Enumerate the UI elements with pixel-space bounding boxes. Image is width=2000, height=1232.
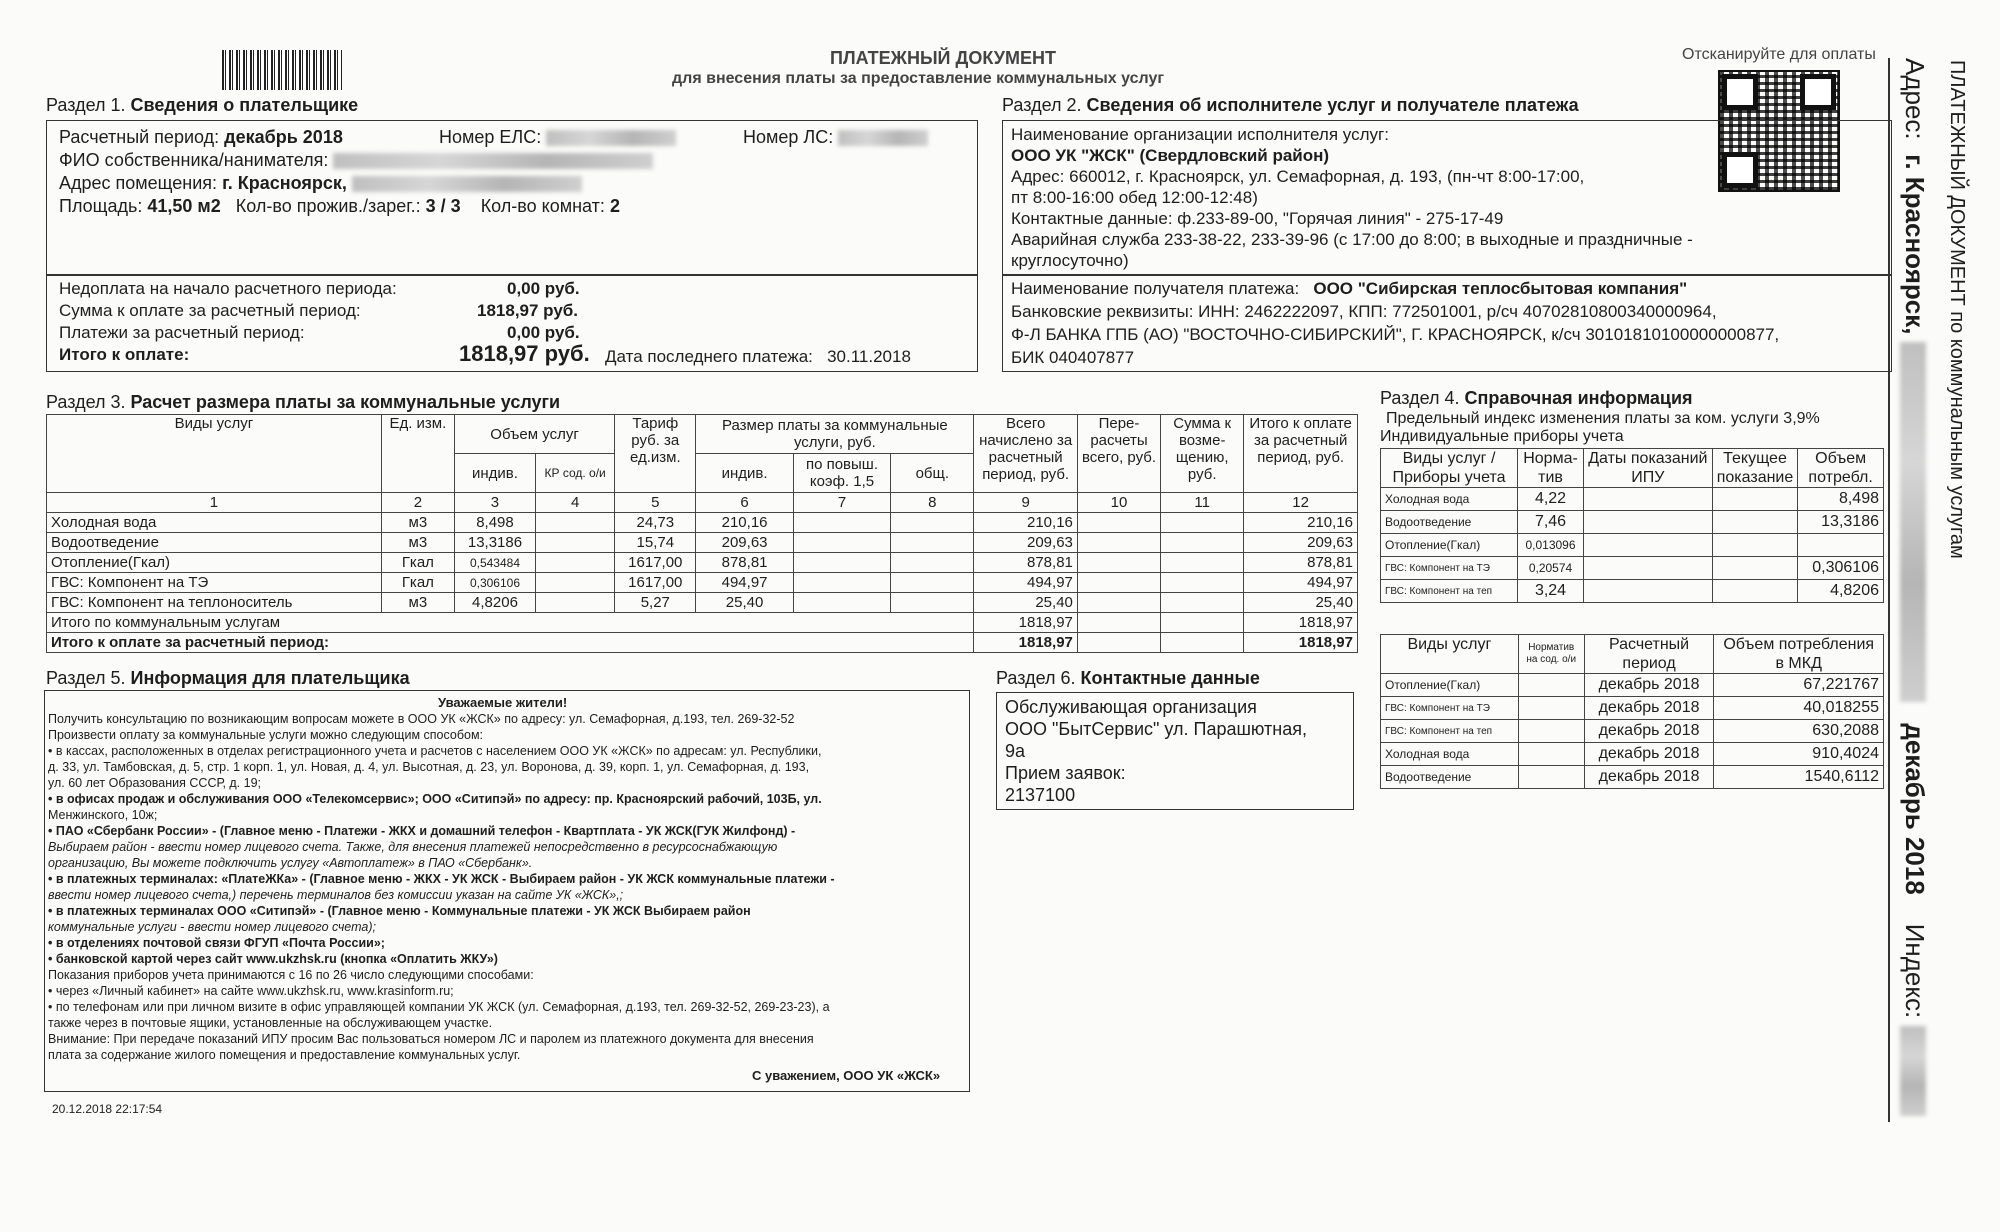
table-row: Водоотведение 7,46 13,3186	[1381, 511, 1884, 534]
recipient-row: Наименование получателя платежа: ООО "Сибирская теплосбытовая компания"	[1011, 279, 1688, 298]
total-label: Итого к оплате:	[59, 345, 190, 364]
th-pay-common: общ.	[891, 454, 974, 493]
table-row: ГВС: Компонент на ТЭ 0,20574 0,306106	[1381, 557, 1884, 580]
org-contacts: Контактные данные: ф.233-89-00, "Горячая линия" - 275-17-49	[1011, 209, 1504, 228]
contacts-box	[996, 692, 1354, 810]
emergency-1: Аварийная служба 233-38-22, 233-39-96 (с 17:00 до 8:00; в выходные и праздничные -	[1011, 230, 1693, 249]
table-row: Отопление(Гкал) 0,013096	[1381, 534, 1884, 557]
bank-line-3: БИК 040407877	[1011, 348, 1135, 367]
contacts-org-house: 9а	[1005, 741, 1026, 761]
payments-label: Платежи за расчетный период:	[59, 323, 305, 342]
info-text: Получить консультацию по возникающим вопросам можете в ООО УК «ЖСК» по адресу: ул. Семафорная, д.193, тел. 269-32-52 Произвести оплату за коммунальные услуги можно следующим способом: • в кассах, расположенных в отделах регистрационного учета и расчетов с населением ООО УК «ЖСК» по адресам: ул. Республики, д. 33, ул. Тамбовская, д. 5, стр. 1 корп. 1, ул. Новая, д. 4, ул. Высотная, д. 23, ул. Воронова, д. 39, корп. 1, ул. Семафорная, д. 193, ул. 60 лет Образования СССР, д. 19; • в офисах продаж и обслуживания ООО «Телекомсервис»; ООО «Ситипэй» по адресу: пр. Красноярский рабочий, 103Б, ул. Менжинского, 10ж; • ПАО «Сбербанк России» - (Главное меню - Платежи - ЖКХ и домашний телефон - Квартплата - УК ЖСК(ГУК Жилфонд) - Выбираем район - ввести номер лицевого счета. Также, для внесения платежей непосредственно в ресурсоснабжающую организацию, Вы можете подключить услугу «Автоплатеж» в ПАО «Сбербанк». • в платежных терминалах: «ПлатеЖКа» - (Главное меню - ЖКХ - УК ЖСК - Выбираем район - УК ЖСК коммунальные платежи - ввести номер лицевого счета,) перечень терминалов без комиссии указан на сайте УК «ЖСК»,; • в платежных терминалах ООО «Ситипэй» - (Главное меню - Коммунальные платежи - УК ЖСК Выбираем район коммунальные услуги - ввести номер лицевого счета); • в отделениях почтовой связи ФГУП «Почта России»; • банковской картой через сайт www.ukzhsk.ru (кнопка «Оплатить ЖКУ») Показания приборов учета принимаются с 16 по 26 число следующими способами: • через «Личный кабинет» на сайте www.ukzhsk.ru, www.krasinform.ru; • по телефонам или при личном визите в офис управляющей компании УК ЖСК (ул. Семафорная, д.193, тел. 269-32-52, 269-23-23), а также через в почтовые ящики, установленные на обслуживающем участке. Внимание: При передаче показаний ИПУ просим Вас пользоваться номером ЛС и паролем из платежного документа для внесения плата за содержание жилого помещения и предоставление коммунальных услуг.	[48, 712, 835, 1062]
org-address-1: Адрес: 660012, г. Красноярск, ул. Семафорная, д. 193, (пн-чт 8:00-17:00,	[1011, 167, 1585, 186]
th-pay-indiv: индив.	[696, 454, 793, 493]
contacts-org-label: Обслуживающая организация	[1005, 697, 1257, 717]
th-unit: Ед. изм.	[381, 415, 454, 493]
emergency-2: круглосуточно)	[1011, 251, 1129, 270]
payer-info-box	[46, 120, 978, 276]
bank-line-2: Ф-Л БАНКА ГПБ (АО) "ВОСТОЧНО-СИБИРСКИЙ", Г. КРАСНОЯРСК, к/сч 30101810100000000877,	[1011, 325, 1780, 344]
envelope-title: ПЛАТЕЖНЫЙ ДОКУМЕНТ по коммунальным услугам	[1946, 60, 1968, 559]
payment-summary-box	[46, 274, 978, 372]
scan-label: Отсканируйте для оплаты	[1682, 46, 1876, 63]
meters-line: Индивидуальные приборы учета	[1380, 428, 1624, 445]
print-timestamp: 20.12.2018 22:17:54	[52, 1102, 163, 1116]
barcode	[222, 50, 342, 90]
table-row: ГВС: Компонент на теп декабрь 2018 630,2088	[1381, 720, 1884, 743]
table-row: Холодная вода 4,22 8,498	[1381, 488, 1884, 511]
provider-box	[1002, 120, 1892, 276]
th-payment: Размер платы за коммунальные услуги, руб.	[696, 415, 974, 454]
section4-heading: Раздел 4. Справочная информация	[1380, 388, 1693, 408]
subtotal-row: Итого по коммунальным услугам 1818,97 1818,97	[47, 613, 1358, 633]
payments-value: 0,00 руб.	[507, 323, 580, 342]
table-row: Водоотведение м3 13,3186 15,74 209,63 209,63 209,63	[47, 533, 1358, 553]
th-volume: Объем услуг	[454, 415, 614, 454]
table-row: Водоотведение декабрь 2018 1540,6112	[1381, 766, 1884, 789]
contacts-phone: 2137100	[1005, 785, 1076, 805]
th-refund: Сумма к возме-щению, руб.	[1161, 415, 1244, 493]
document-title: ПЛАТЕЖНЫЙ ДОКУМЕНТ	[830, 48, 1056, 68]
th-tariff: Тариф руб. за ед.изм.	[615, 415, 696, 493]
greeting: Уважаемые жители!	[438, 695, 568, 710]
ls-row: Номер ЛС:	[743, 127, 928, 148]
section1-heading: Раздел 1. Сведения о плательщике	[46, 95, 359, 115]
th-vol-indiv: индив.	[454, 454, 535, 493]
th-service: Виды услуг	[47, 415, 382, 493]
debt-value: 0,00 руб.	[507, 279, 580, 298]
contacts-requests-label: Прием заявок:	[1005, 763, 1126, 783]
bank-line-1: Банковские реквизиты: ИНН: 2462222097, КПП: 772501001, р/сч 40702810800340000964,	[1011, 302, 1717, 321]
table-row: Холодная вода декабрь 2018 910,4024	[1381, 743, 1884, 766]
section2-heading: Раздел 2. Сведения об исполнителе услуг и получателе платежа	[1002, 95, 1579, 115]
table-row: Отопление(Гкал) декабрь 2018 67,221767	[1381, 674, 1884, 697]
calc-table	[46, 414, 1358, 653]
table-row: Отопление(Гкал) Гкал 0,543484 1617,00 878,81 878,81 878,81	[47, 553, 1358, 573]
th-vol-kr: КР сод. о/и	[536, 454, 615, 493]
grand-total-row: Итого к оплате за расчетный период: 1818,97 1818,97	[47, 633, 1358, 653]
colnum-row: 1 2 3 4 5 6 7 8 9 10 11 12	[47, 493, 1358, 513]
index-line: Предельный индекс изменения платы за ком. услуги 3,9%	[1386, 410, 1820, 427]
els-row: Номер ЕЛС:	[439, 127, 676, 148]
table-row: ГВС: Компонент на теплоноситель м3 4,8206 5,27 25,40 25,40 25,40	[47, 593, 1358, 613]
owner-row: ФИО собственника/нанимателя:	[59, 150, 653, 171]
document-subtitle: для внесения платы за предоставление коммунальных услуг	[672, 70, 1164, 87]
org-address-2: пт 8:00-16:00 обед 12:00-12:48)	[1011, 188, 1258, 207]
signature: С уважением, ООО УК «ЖСК»	[752, 1068, 941, 1083]
th-total: Всего начислено за расчетный период, руб.	[974, 415, 1078, 493]
sum-label: Сумма к оплате за расчетный период:	[59, 301, 361, 320]
total-value: 1818,97 руб.	[459, 341, 590, 366]
section6-heading: Раздел 6. Контактные данные	[996, 668, 1260, 688]
table-row: ГВС: Компонент на теп 3,24 4,8206	[1381, 580, 1884, 603]
contacts-org-name: ООО "БытСервис" ул. Парашютная,	[1005, 719, 1307, 739]
section5-heading: Раздел 5. Информация для плательщика	[46, 668, 410, 688]
debt-label: Недоплата на начало расчетного периода:	[59, 279, 397, 298]
table-row: Холодная вода м3 8,498 24,73 210,16 210,16 210,16	[47, 513, 1358, 533]
section3-heading: Раздел 3. Расчет размера платы за коммунальные услуги	[46, 392, 561, 412]
area-row: Площадь: 41,50 м2 Кол-во прожив./зарег.: 3 / 3 Кол-во комнат: 2	[59, 196, 620, 216]
mkd-table: Виды услуг Норматив на сод. о/и Расчетный период Объем потребления в МКД Отопление(Гкал) декабрь 2018 67,221767 ГВС: Компонент на ТЭ декабрь 2018 40,018255 ГВС: Компонент на теп декабрь 2018 630,2088 Холодная вода декабрь 2018 910,4024 Водоотведение декабрь 2018 1540,6112	[1380, 634, 1884, 789]
envelope-address: Адрес: г. Красноярск, декабрь 2018 Индекс:	[1899, 58, 1930, 1158]
th-recalc: Пере-расчеты всего, руб.	[1077, 415, 1160, 493]
address-row: Адрес помещения: г. Красноярск,	[59, 173, 582, 194]
sum-value: 1818,97 руб.	[477, 301, 579, 320]
org-name: ООО УК "ЖСК" (Свердловский район)	[1011, 146, 1330, 165]
envelope-divider	[1888, 58, 1890, 1122]
period-row: Расчетный период: декабрь 2018	[59, 127, 343, 147]
recipient-box	[1002, 274, 1892, 372]
th-topay: Итого к оплате за расчетный период, руб.	[1244, 415, 1358, 493]
table-row: ГВС: Компонент на ТЭ декабрь 2018 40,018255	[1381, 697, 1884, 720]
table-row: ГВС: Компонент на ТЭ Гкал 0,306106 1617,00 494,97 494,97 494,97	[47, 573, 1358, 593]
last-payment: Дата последнего платежа: 30.11.2018	[605, 347, 911, 366]
org-label: Наименование организации исполнителя услуг:	[1011, 125, 1389, 144]
th-pay-coef: по повыш. коэф. 1,5	[793, 454, 890, 493]
meters-table: Виды услуг / Приборы учета Норма-тив Даты показаний ИПУ Текущее показание Объем потребл. Холодная вода 4,22 8,498 Водоотведение 7,46 13,3186 Отопление(Гкал) 0,013096 ГВС: Компонент на ТЭ 0,20574 0,306106 ГВС: Компонент на теп 3,24 4,8206	[1380, 448, 1884, 603]
